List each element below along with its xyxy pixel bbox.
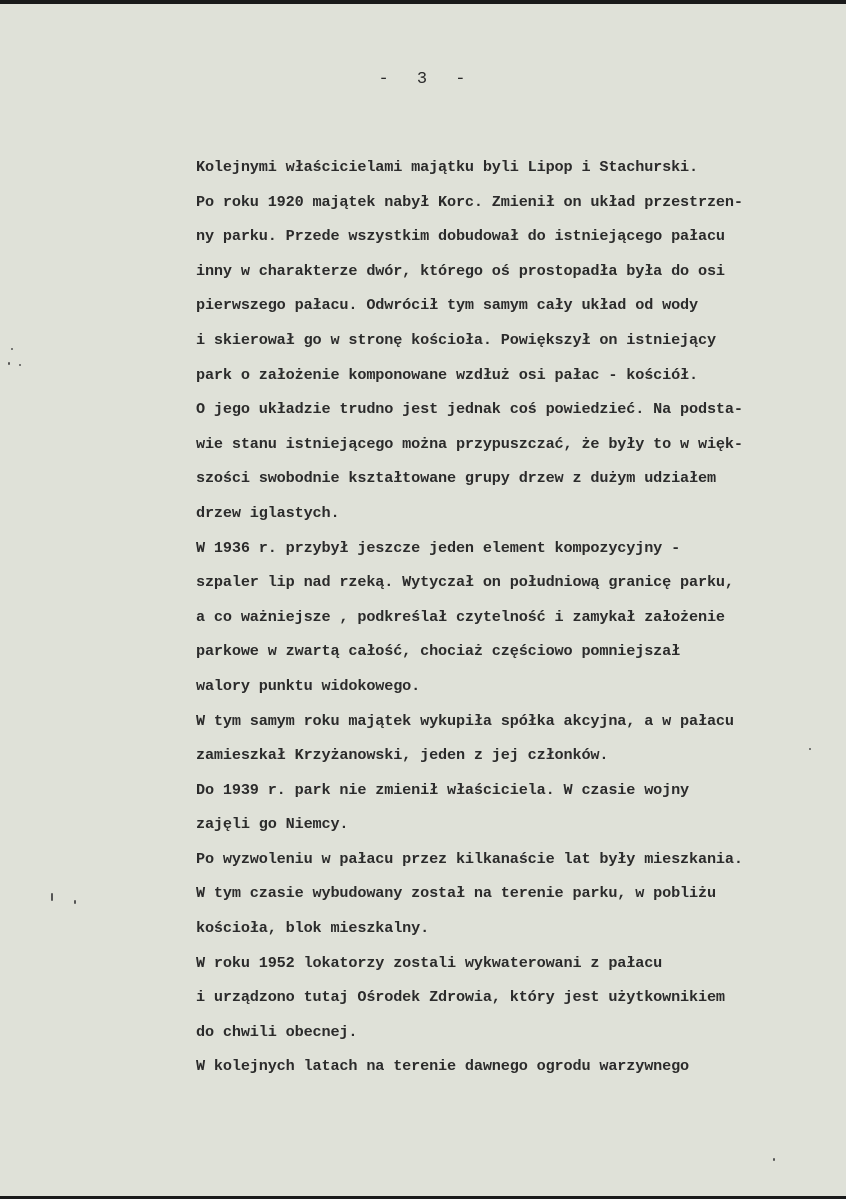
text-line: Po wyzwoleniu w pałacu przez kilkanaście lat były mieszkania. bbox=[196, 849, 743, 868]
text-line: walory punktu widokowego. bbox=[196, 676, 421, 695]
text-line: do chwili obecnej. bbox=[196, 1022, 358, 1041]
typewritten-page bbox=[0, 4, 846, 1196]
text-line: a co ważniejsze , podkreślał czytelność i zamykał założenie bbox=[196, 607, 725, 626]
scan-speck bbox=[51, 893, 53, 901]
text-line: pierwszego pałacu. Odwrócił tym samym cały układ od wody bbox=[196, 296, 698, 315]
scan-speck bbox=[19, 364, 21, 366]
text-line: inny w charakterze dwór, którego oś prostopadła była do osi bbox=[196, 261, 725, 280]
text-line: Po roku 1920 majątek nabył Korc. Zmienił on układ przestrzen- bbox=[196, 192, 743, 211]
text-line: W tym czasie wybudowany został na terenie parku, w pobliżu bbox=[196, 884, 716, 903]
scan-speck bbox=[773, 1158, 775, 1161]
text-line: parkowe w zwartą całość, chociaż częściowo pomniejszał bbox=[196, 642, 681, 661]
text-line: O jego układzie trudno jest jednak coś powiedzieć. Na podsta- bbox=[196, 400, 743, 419]
scan-speck bbox=[809, 748, 811, 750]
text-line: szpaler lip nad rzeką. Wytyczał on południową granicę parku, bbox=[196, 573, 734, 592]
text-line: zajęli go Niemcy. bbox=[196, 815, 349, 834]
text-line: i skierował go w stronę kościoła. Powiększył on istniejący bbox=[196, 330, 716, 349]
text-line: kościoła, blok mieszkalny. bbox=[196, 919, 430, 938]
text-line: zamieszkał Krzyżanowski, jeden z jej członków. bbox=[196, 746, 609, 765]
text-line: szości swobodnie kształtowane grupy drzew z dużym udziałem bbox=[196, 469, 716, 488]
text-line: W roku 1952 lokatorzy zostali wykwaterowani z pałacu bbox=[196, 953, 663, 972]
page-number: - 3 - bbox=[378, 70, 468, 89]
text-line: wie stanu istniejącego można przypuszczać, że były to w więk- bbox=[196, 434, 743, 453]
text-line: park o założenie komponowane wzdłuż osi pałac - kościół. bbox=[196, 365, 698, 384]
body-text bbox=[196, 150, 846, 1084]
text-line: i urządzono tutaj Ośrodek Zdrowia, który jest użytkownikiem bbox=[196, 988, 725, 1007]
text-line: W kolejnych latach na terenie dawnego ogrodu warzywnego bbox=[196, 1057, 690, 1076]
text-line: drzew iglastych. bbox=[196, 503, 340, 522]
scan-speck bbox=[11, 348, 13, 350]
text-line: Do 1939 r. park nie zmienił właściciela. W czasie wojny bbox=[196, 780, 690, 799]
text-line: ny parku. Przede wszystkim dobudował do istniejącego pałacu bbox=[196, 227, 725, 246]
text-line: Kolejnymi właścicielami majątku byli Lipop i Stachurski. bbox=[196, 158, 698, 176]
scan-speck bbox=[74, 900, 76, 904]
text-line: W 1936 r. przybył jeszcze jeden element kompozycyjny - bbox=[196, 538, 681, 557]
scan-speck bbox=[8, 362, 10, 365]
text-line: W tym samym roku majątek wykupiła spółka akcyjna, a w pałacu bbox=[196, 711, 734, 730]
